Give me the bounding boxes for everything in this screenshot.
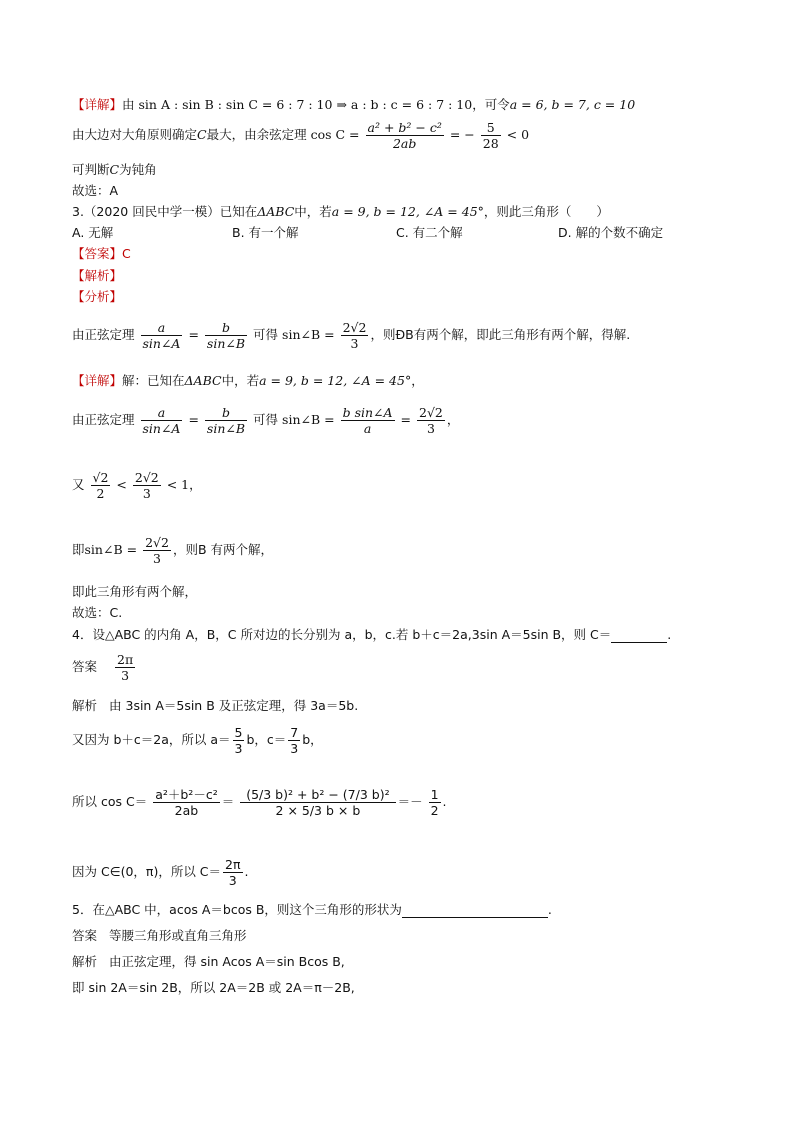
denominator: 2ab <box>392 136 417 151</box>
text: ，可令 <box>472 97 510 112</box>
numerator: a²＋b²－c² <box>155 787 218 802</box>
fraction <box>240 787 395 818</box>
q3-detail-line <box>72 373 424 389</box>
answer-text: 等腰三角形或直角三角形 <box>109 928 247 943</box>
numerator: a <box>141 320 183 336</box>
math-cond: a = 9, b = 12, ∠A = 45° <box>259 373 412 388</box>
numerator: a² + b² − c² <box>367 120 442 135</box>
text: . <box>547 902 552 917</box>
numerator: 5 <box>481 120 501 136</box>
q3-fenxi-line <box>72 320 630 351</box>
denominator: sin∠B <box>206 421 246 436</box>
q4-jiexi-2 <box>72 725 323 756</box>
numerator: √2 <box>92 470 109 485</box>
math-lt: < 0 <box>506 127 530 142</box>
numerator: 2√2 <box>145 535 169 550</box>
fraction <box>133 470 161 501</box>
fraction <box>366 120 444 151</box>
text: 由正弦定理 <box>72 412 135 427</box>
numerator: 2√2 <box>419 405 443 420</box>
q4-jiexi-1 <box>72 698 358 714</box>
text: 所以 cos C＝ <box>72 794 148 809</box>
q5-answer <box>72 928 247 944</box>
q3-answer: 【答案】C <box>72 246 131 261</box>
q2-obtuse-line <box>72 162 157 178</box>
denominator: sin∠A <box>142 336 181 351</box>
q4-jiexi-4 <box>72 857 249 888</box>
numerator: b <box>205 320 247 336</box>
q4-answer <box>72 652 137 683</box>
text: 5．在△ABC 中，acos A＝bcos B，则这个三角形的形状为 <box>72 902 402 917</box>
math-eq: = − <box>449 127 475 142</box>
denominator: 3 <box>142 486 151 501</box>
fraction <box>91 470 111 501</box>
q4-stem <box>72 627 671 643</box>
q5-jiexi-2: 即 sin 2A＝sin 2B，所以 2A＝2B 或 2A＝π－2B, <box>72 980 355 995</box>
fraction <box>341 320 369 351</box>
q3-two-solutions: 即此三角形有两个解， <box>72 584 198 599</box>
text: ，则B 有两个解， <box>172 542 274 557</box>
text: 由 3sin A＝5sin B 及正弦定理，得 3a＝5b. <box>109 698 359 713</box>
text: 由 <box>122 97 135 112</box>
fraction <box>341 405 395 436</box>
numerator: 5 <box>234 725 243 740</box>
text: 为钝角 <box>119 162 157 177</box>
text: b， <box>302 732 323 747</box>
text: 由大边对大角原则确定 <box>72 127 198 142</box>
detail-tag: 【详解】 <box>72 97 123 112</box>
denominator: 2ab <box>174 803 199 818</box>
numerator: 2√2 <box>342 320 367 335</box>
fraction <box>143 535 171 566</box>
text: 又 <box>72 477 85 492</box>
fraction <box>141 320 183 351</box>
denominator: sin∠A <box>142 421 181 436</box>
q3-option-a: A. 无解 <box>72 225 114 240</box>
denominator: 3 <box>426 421 435 436</box>
denominator: 2 <box>430 803 439 818</box>
math-lt: < <box>116 477 127 492</box>
math-eq: = <box>400 412 412 427</box>
denominator: 2 <box>96 486 105 501</box>
fraction <box>153 787 220 818</box>
denominator: 2 × 5/3 b × b <box>275 803 361 818</box>
q3-choose: 故选：C. <box>72 605 123 620</box>
q3-stem <box>72 204 609 220</box>
text: . <box>667 627 672 642</box>
text: . <box>244 864 249 879</box>
text: 解：已知在 <box>122 373 185 388</box>
denominator: 3 <box>234 741 243 756</box>
fraction <box>141 405 183 436</box>
fraction <box>481 120 501 151</box>
text: ， <box>446 412 460 427</box>
math-var: C <box>197 127 207 142</box>
math-eq: ＝ <box>221 794 235 809</box>
q3-fenxi-tag: 【分析】 <box>72 289 123 304</box>
q2-cosine-line <box>72 120 529 151</box>
numerator: 2π <box>117 652 134 667</box>
text: 最大，由余弦定理 <box>206 127 307 142</box>
q3-option-b: B. 有一个解 <box>232 225 299 240</box>
denominator: 3 <box>290 741 299 756</box>
text: 由正弦定理，得 sin Acos A＝sin Bcos B, <box>109 954 345 969</box>
numerator: (5/3 b)² + b² − (7/3 b)² <box>240 787 395 803</box>
q5-jiexi-1 <box>72 954 345 970</box>
numerator: 2π <box>225 857 241 872</box>
text: ， <box>411 373 424 388</box>
jiexi-label: 解析 <box>72 954 98 969</box>
fraction <box>205 320 247 351</box>
detail-tag: 【详解】 <box>72 373 123 388</box>
numerator: 7 <box>290 725 299 740</box>
text: 可得 <box>253 327 279 342</box>
text: . <box>442 794 447 809</box>
answer-blank <box>402 903 548 918</box>
math-cos: cos C = <box>310 127 360 142</box>
denominator: sin∠B <box>206 336 246 351</box>
math-tri: ΔABC <box>257 204 295 219</box>
math-ratio: sin A : sin B : sin C = 6 : 7 : 10 ⇒ a : b : c = 6 : 7 : 10 <box>138 97 473 112</box>
text: 又因为 b＋c＝2a，所以 a＝ <box>72 732 231 747</box>
math-eq: = <box>188 327 199 342</box>
numerator: b sin∠A <box>342 405 393 420</box>
q2-detail-line <box>72 97 635 113</box>
numerator: 1 <box>430 787 439 802</box>
text: ，则ÐB有两个解，即此三角形有两个解，得解. <box>370 327 631 342</box>
math-tri: ΔABC <box>184 373 222 388</box>
q5-stem <box>72 902 552 918</box>
denominator: 3 <box>350 336 359 351</box>
math-assign: a = 6, b = 7, c = 10 <box>509 97 636 112</box>
math-cond: a = 9, b = 12, ∠A = 45° <box>331 204 484 219</box>
q3-inequality-line <box>72 470 202 501</box>
fraction <box>233 725 245 756</box>
q3-conclusion-line <box>72 535 273 566</box>
answer-label: 答案 <box>72 928 98 943</box>
q3-option-d: D. 解的个数不确定 <box>558 225 664 240</box>
text: b，c＝ <box>246 732 287 747</box>
q3-analysis-tag: 【解析】 <box>72 268 123 283</box>
fraction <box>429 787 441 818</box>
math-var: C <box>109 162 120 177</box>
answer-blank <box>611 628 667 643</box>
fraction <box>417 405 445 436</box>
text: ， <box>189 477 202 492</box>
fraction <box>115 652 135 683</box>
q2-choose: 故选：A <box>72 183 119 198</box>
text: 可判断 <box>72 162 110 177</box>
numerator: 2√2 <box>134 470 159 485</box>
numerator: b <box>205 405 247 421</box>
text: 可得 <box>253 412 279 427</box>
text: 4．设△ABC 的内角 A，B，C 所对边的长分别为 a，b，c.若 b＋c＝2a,3sin A＝5sin B，则 C＝ <box>72 627 612 642</box>
fraction <box>288 725 300 756</box>
math-eq: ＝－ <box>397 794 423 809</box>
text: 中，若 <box>221 373 260 388</box>
fraction <box>205 405 247 436</box>
answer-label: 答案 <box>72 659 98 674</box>
math-sinB: sin∠B = <box>84 542 138 557</box>
fraction <box>223 857 242 888</box>
math-eq: = <box>188 412 199 427</box>
denominator: 3 <box>228 873 237 888</box>
denominator: 3 <box>121 668 130 683</box>
jiexi-label: 解析 <box>72 698 98 713</box>
math-sinB: sin∠B = <box>282 412 335 427</box>
text: 3.（2020 回民中学一模）已知在 <box>72 204 258 219</box>
math-sinB: sin∠B = <box>282 327 335 342</box>
denominator: 3 <box>153 551 161 566</box>
text: 因为 C∈(0，π)，所以 C＝ <box>72 864 222 879</box>
numerator: a <box>141 405 183 421</box>
denominator: 28 <box>482 136 499 151</box>
text: ，则此三角形（ ） <box>483 204 609 219</box>
text: 由正弦定理 <box>72 327 135 342</box>
denominator: a <box>363 421 372 436</box>
q4-jiexi-3 <box>72 787 447 818</box>
q3-option-c: C. 有二个解 <box>396 225 463 240</box>
q3-detail-sine-line <box>72 405 459 436</box>
text: 即 <box>72 542 85 557</box>
math-lt: < 1 <box>166 477 190 492</box>
text: 中，若 <box>294 204 332 219</box>
